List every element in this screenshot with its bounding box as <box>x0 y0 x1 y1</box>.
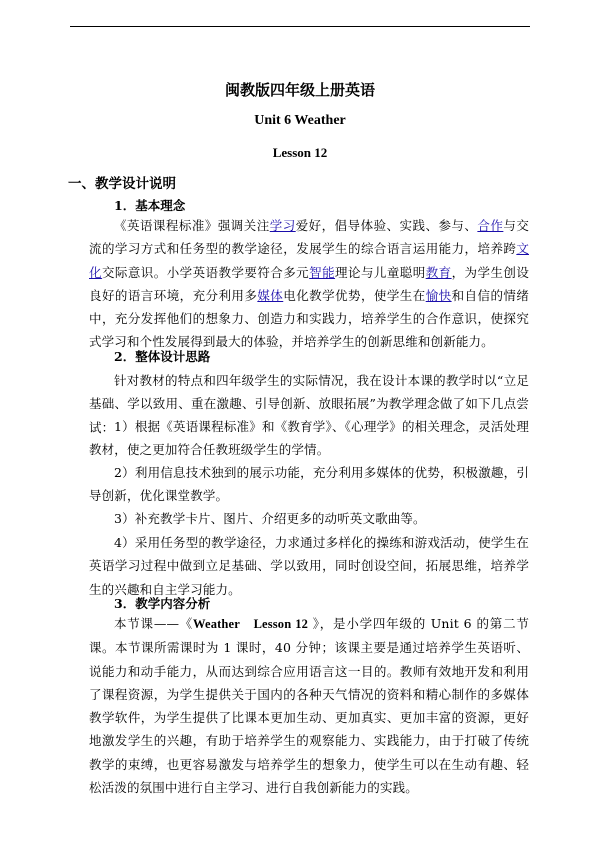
list-item-design-4: 4）采用任务型的教学途径，力求通过多样化的操练和游戏活动，使学生在英语学习过程中做到立足基础、学以致用，同时创设空间，拓展思维，培养学生的兴趣和自主学习能力。 <box>89 535 529 597</box>
lesson-title: Lesson 12 <box>272 145 328 160</box>
text-run: 电化教学优势，使学生在 <box>283 287 426 303</box>
text-run: 》，是小学四年级的 Unit 6 的第二节课。本节课所需课时为 1 课时，40 分钟；该课主要是通过培养学生英语听、说能力和动手能力，从而达到综合应用语言这一目的。教师有效地开发和利用了课程资源，为学生提供关于国内的各种天气情况的资料和精心制作的多媒体教学软件，为学生提供了比课本更加生动、更加真实、更加丰富的资源，更好地激发学生的兴趣，有助于培养学生的观察能力、实践能力，由于打破了传统教学的束缚，也更容易激发与培养学生的想象力，使学生可以在生动有趣、轻松活泼的氛围中进行自主学习、进行自我创新能力的实践。 <box>89 616 529 796</box>
list-item-design-3: 3）补充教学卡片、图片、介绍更多的动听英文歌曲等。 <box>114 511 426 526</box>
subsection-heading-overall-design: 2．整体设计思路 <box>114 349 211 364</box>
lesson-reference: Weather Lesson 12 <box>193 617 308 631</box>
paragraph-basic-concept <box>89 214 529 354</box>
unit-title: Unit 6 Weather <box>254 113 346 128</box>
text-run: 本节课——《 <box>114 616 194 631</box>
text-run: 和自信的情绪中，充分发挥他们的想象力、创造力和实践力，培养学生的合作意识，使探究式学习和个性发展得到最大的体验，并培养学生的创新思维和创新能力。 <box>89 287 529 350</box>
text-run: 交际意识。小学英语教学要符合多元 <box>101 264 310 280</box>
link-yukuai[interactable]: 愉快 <box>425 287 452 303</box>
text-run: 《英语课程标准》强调关注 <box>114 218 270 233</box>
link-jiaoyu[interactable]: 教育 <box>425 264 452 280</box>
list-item-design-1: 1）根据《英语课程标准》和《教育学》、《心理学》的相关理念，灵活处理教材，使之更加符合任教班级学生的学情。 <box>89 419 529 458</box>
header-rule <box>70 26 530 27</box>
link-zhineng[interactable]: 智能 <box>309 264 336 280</box>
link-hezuo[interactable]: 合作 <box>477 218 504 233</box>
paragraph-content-analysis <box>89 612 529 799</box>
section-heading: 一、教学设计说明 <box>68 176 176 192</box>
subsection-heading-basic-concept: 1．基本理念 <box>114 198 186 213</box>
link-meiti[interactable]: 媒体 <box>257 287 284 303</box>
link-xuexi[interactable]: 学习 <box>269 218 296 233</box>
list-item-design-2: 2）利用信息技术独到的展示功能，充分利用多媒体的优势，积极激趣，引导创新，优化课堂教学。 <box>89 465 529 504</box>
document-title: 闽教版四年级上册英语 <box>224 81 375 99</box>
text-run: 爱好，倡导体验、实践、参与、 <box>295 218 478 233</box>
text-run: 与交流的学习方式和任务型的教学途径，发展学生的综合语言运用能力，培养跨 <box>89 218 529 257</box>
subsection-heading-content-analysis: 3．教学内容分析 <box>114 596 211 611</box>
text-run: ，为学生创设良好的语言环境，充分利用多 <box>89 264 529 303</box>
paragraph-design-intro: 针对教材的特点和四年级学生的实际情况，我在设计本课的教学时以“立足基础、学以致用、重在激趣、引导创新、放眼拓展”为教学理念做了如下几点尝试： <box>89 373 529 435</box>
link-wenhua[interactable]: 文化 <box>89 241 529 280</box>
text-run: 理论与儿童聪明 <box>335 264 426 280</box>
